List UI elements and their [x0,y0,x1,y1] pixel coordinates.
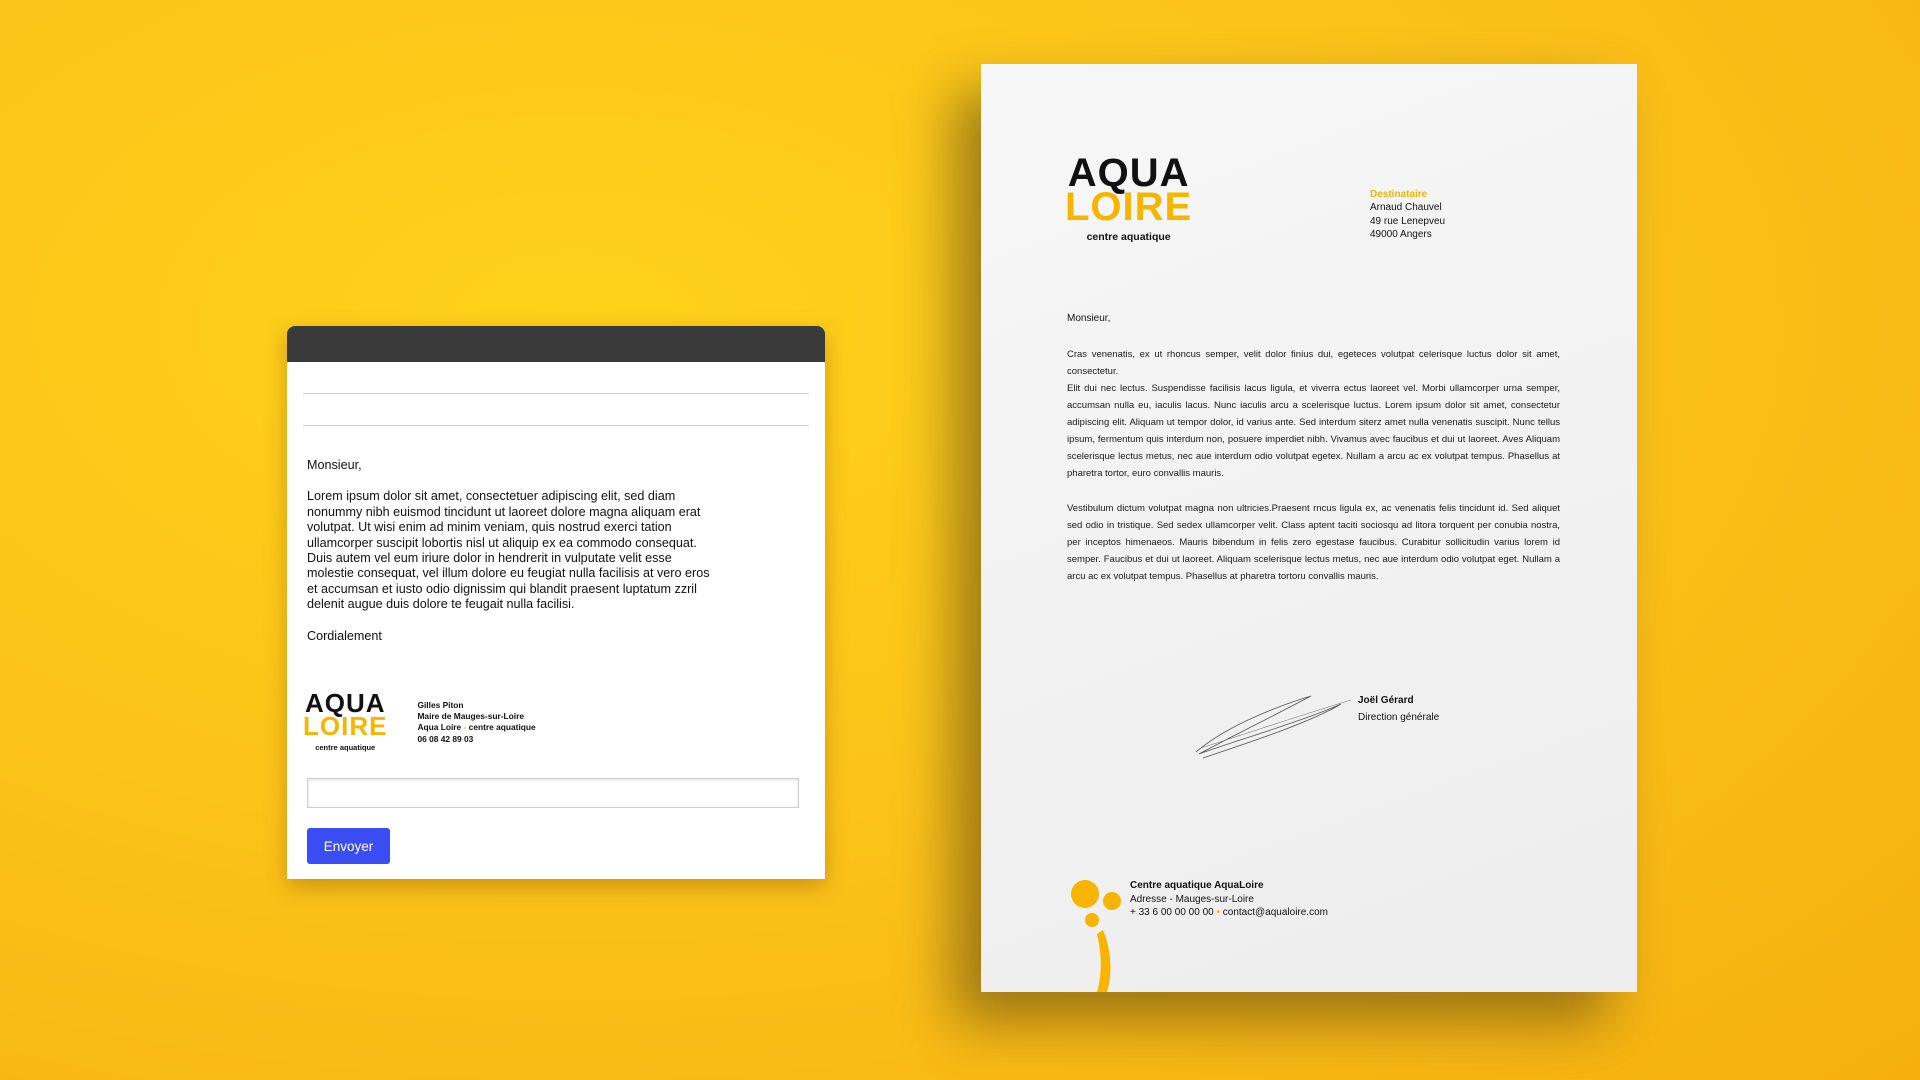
signer-role: Direction générale [1358,712,1440,723]
email-body-text: Lorem ipsum dolor sit amet, consectetuer adipiscing elit, sed diam nonummy nibh euismod tincidunt ut laoreet dolore magna aliquam erat volutpat. Ut wisi enim ad minim veniam, quis nostrud exerci tation ullamcorper suscipit lobortis nisl ut aliquip ex ea commodo consequat. Duis autem vel eum iriure dolor in hendrerit in vulputate velit esse molestie consequat, vel illum dolore eu feugiat nulla facilisis at vero eros et accumsan et iusto odio dignissim qui blandit praesent luptatum zzril delenit augue duis dolore te feugait nulla facilisi. [307,489,710,612]
letter-footer [1130,879,1328,920]
logo-tagline: centre aquatique [315,743,376,752]
email-body [307,458,727,660]
letterhead-page [981,64,1637,992]
recipient-block [1370,188,1445,242]
logo-word-loire: LOIRE [303,711,388,741]
water-drop-icon [1069,878,1129,992]
aqualoire-logo-large [1065,151,1193,243]
recipient-city: 49000 Angers [1370,229,1432,241]
footer-separator: • [1216,907,1220,918]
handwritten-signature [1191,682,1361,762]
footer-contact [1130,906,1328,920]
aqualoire-logo [303,688,388,752]
signature-role: Maire de Mauges-sur-Loire [417,711,525,722]
letter-paragraph-2: Vestibulum dictum volutpat magna non ultricies.Praesent rncus ligula ex, ac venenatis felis tincidunt id. Sed aliquet sed odio in tristique. Sed sedex ullamcorper velit. Class aptent taciti sociosqu ad litora torquent per conubia nostra, per inceptos himenaeos. Mauris bibendum in felis zero egestase faucibus. Curabitur sollicitudin varius lorem id semper. Faucibus et dui ut laoreet. Aliquam scelerisque lectus metus, nec aue interdum odio volutpat eget. Nullam a arcu ac ex volutpat tempus. Phasellus at pharetra tortoru convallis mauris. [1067,503,1560,582]
email-title-bar [287,326,825,362]
signer-name: Joël Gérard [1358,695,1414,706]
letter-paragraph-1: Cras venenatis, ex ut rhoncus semper, velit dolor finius dui, egeteces volutpat celerisque luctus dolor sit amet, consectetur. Elit dui nec lectus. Suspendisse facilisis lacus ligula, et viverra ectus laoreet vel. Morbi ullamcorper urna semper, accumsan nulla eu, iaculis lacus. Nunc iaculis arcu a scelerisque luctus. Lorem ipsum dolor sit amet, consectetur adipiscing elit. Aliquam ut tempor dolor, id varius ante. Sed interdum siterz amet nulla venenatis suscipit. Nunc tellus ipsum, fermentum quis interdum non, posuere imperdiet nibh. Vivamus avec faucibus et dui ut laoreet. Aves Aliquam scelerisque lectus metus, nec aue interdum odio volutpat egetex. Nullam a arcu ac ex volutpat tempus. Phasellus at pharetra tortor, euro convallis mauris. [1067,349,1560,479]
signature-org-separator: - [463,722,467,733]
recipient-title: Destinataire [1370,189,1428,200]
footer-email: contact@aqualoire.com [1222,907,1328,918]
signature-phone: 06 08 42 89 03 [417,733,474,744]
email-closing: Cordialement [307,628,382,643]
recipient-street: 49 rue Lenepveu [1370,215,1446,227]
reply-input[interactable] [307,778,799,808]
logo-word-aqua: AQUA [304,688,386,718]
email-compose-window [287,326,825,879]
email-header-divider-2 [303,425,809,426]
letter-greeting: Monsieur, [1067,313,1111,324]
signature-org [417,722,535,733]
email-signature [303,688,536,752]
signature-org-type: centre aquatique [468,722,536,733]
recipient-name: Arnaud Chauvel [1370,202,1442,214]
signature-org-name: Aqua Loire [417,722,462,733]
send-button[interactable]: Envoyer [307,828,390,864]
footer-address: Adresse - Mauges-sur-Loire [1130,893,1254,905]
letter-signer [1358,692,1439,726]
logo-word-loire: LOIRE [1065,185,1193,229]
email-header-divider-1 [303,393,809,394]
letter-logo-container [1065,151,1193,243]
signature-details [417,700,535,745]
email-greeting: Monsieur, [307,458,362,472]
footer-org-name: Centre aquatique AquaLoire [1130,880,1264,891]
logo-word-aqua: AQUA [1067,151,1190,195]
logo-tagline: centre aquatique [1086,231,1171,243]
signature-name: Gilles Piton [417,700,464,710]
footer-phone: + 33 6 00 00 00 00 [1130,907,1214,918]
